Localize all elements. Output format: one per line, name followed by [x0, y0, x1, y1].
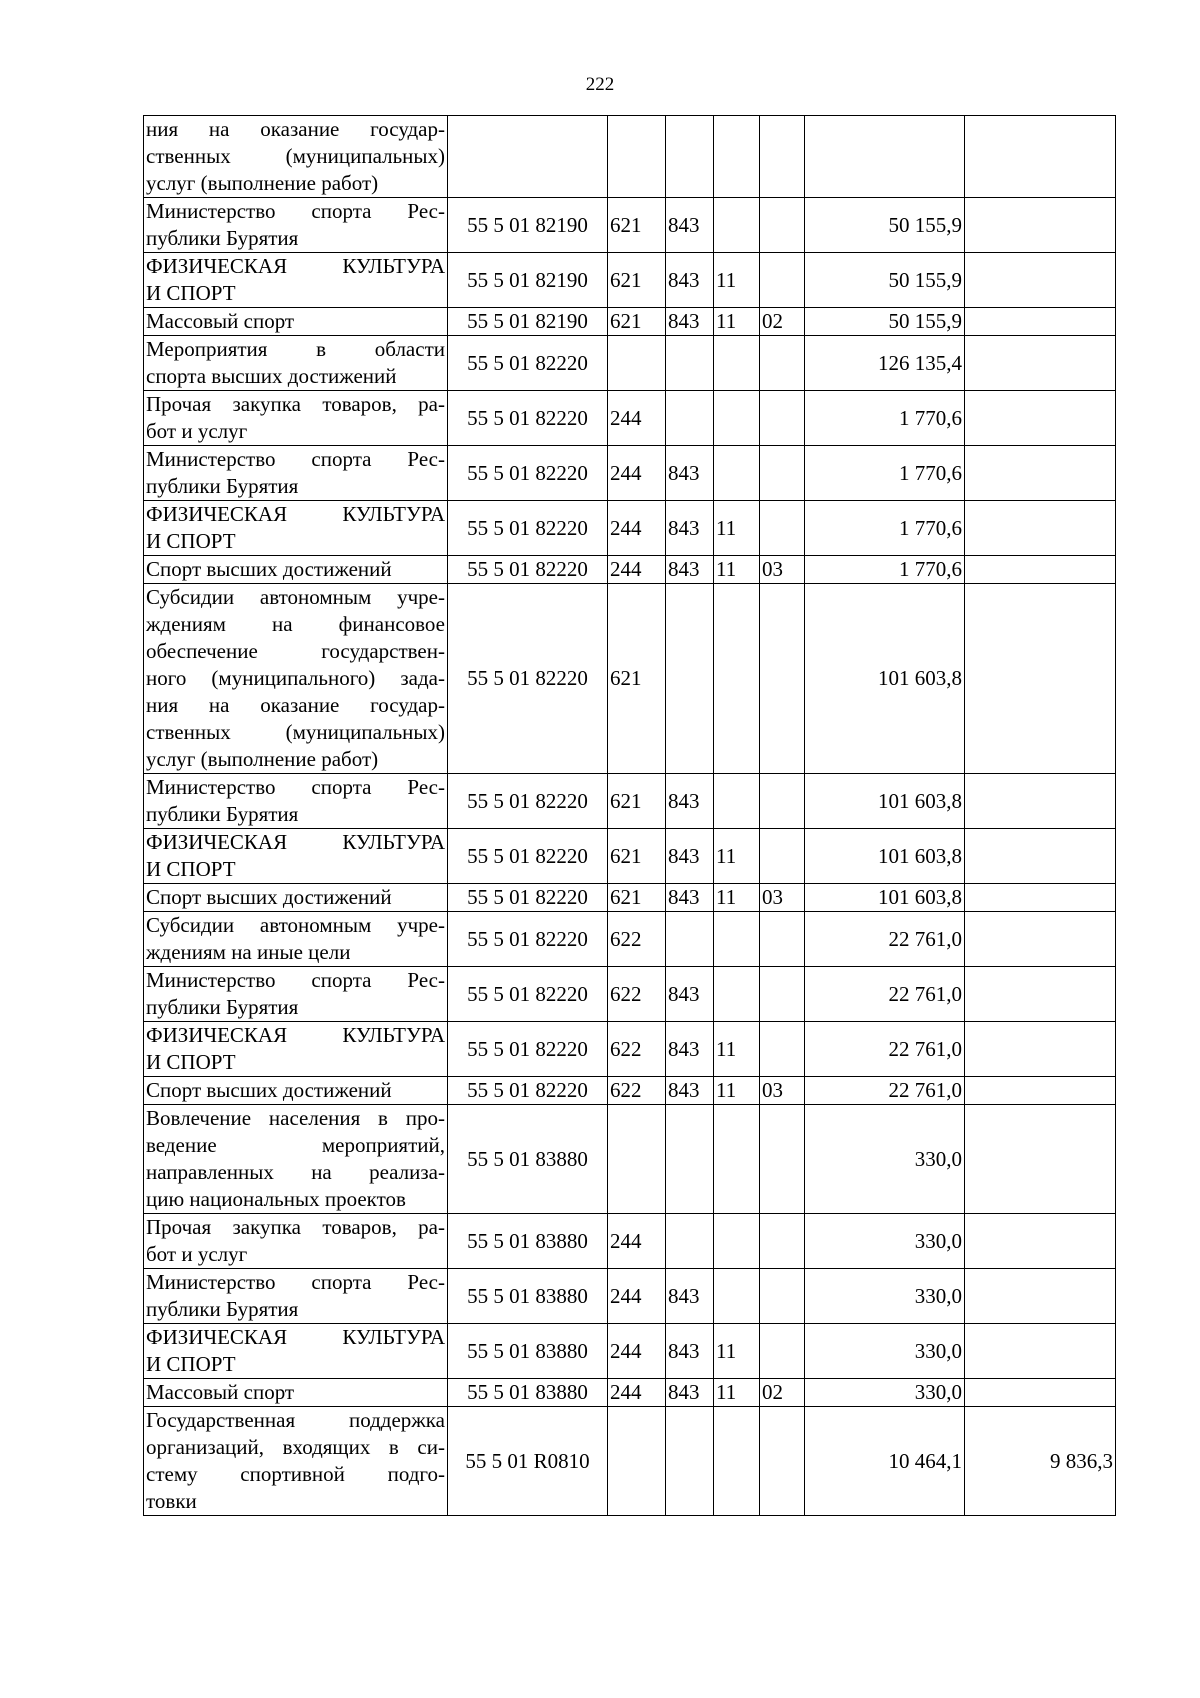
ministry-code-cell: 843 — [666, 1077, 714, 1105]
item-name-line: И СПОРТ — [146, 529, 236, 553]
amount-cell: 1 770,6 — [805, 391, 965, 446]
amount-federal-cell — [965, 1105, 1116, 1214]
subsection-cell — [760, 336, 805, 391]
item-name-line: Прочая закупка товаров, ра- — [146, 392, 445, 416]
section-cell — [714, 198, 760, 253]
item-name-line: Государственная поддержка — [146, 1408, 445, 1432]
section-cell: 11 — [714, 1379, 760, 1407]
target-article-cell: 55 5 01 83880 — [448, 1324, 608, 1379]
item-name-line: публики Бурятия — [146, 995, 299, 1019]
item-name-line: товки — [146, 1489, 197, 1513]
amount-federal-cell — [965, 829, 1116, 884]
target-article-cell: 55 5 01 83880 — [448, 1105, 608, 1214]
item-name-line: Субсидии автономным учре- — [146, 913, 445, 937]
subsection-cell — [760, 116, 805, 198]
item-name-line: ведение мероприятий, — [146, 1133, 445, 1157]
item-name-line: публики Бурятия — [146, 474, 299, 498]
section-cell — [714, 1269, 760, 1324]
ministry-code-cell: 843 — [666, 967, 714, 1022]
table-row — [144, 446, 1116, 501]
target-article-cell: 55 5 01 82220 — [448, 501, 608, 556]
table-row — [144, 1379, 1116, 1407]
amount-federal-cell — [965, 1269, 1116, 1324]
target-article-cell — [448, 116, 608, 198]
item-name-line: Спорт высших достижений — [146, 557, 392, 581]
target-article-cell: 55 5 01 82220 — [448, 446, 608, 501]
amount-federal-cell — [965, 774, 1116, 829]
item-name-line: стему спортивной подго- — [146, 1462, 445, 1486]
item-name-line: услуг (выполнение работ) — [146, 171, 379, 195]
subsection-cell — [760, 967, 805, 1022]
item-name-line: публики Бурятия — [146, 226, 299, 250]
page-number: 222 — [585, 74, 615, 95]
item-name-line: цию национальных проектов — [146, 1187, 406, 1211]
expense-type-cell: 621 — [608, 198, 666, 253]
amount-cell: 330,0 — [805, 1379, 965, 1407]
amount-federal-cell — [965, 884, 1116, 912]
table-row — [144, 1324, 1116, 1379]
section-cell: 11 — [714, 556, 760, 584]
ministry-code-cell: 843 — [666, 556, 714, 584]
subsection-cell — [760, 912, 805, 967]
ministry-code-cell: 843 — [666, 1379, 714, 1407]
target-article-cell: 55 5 01 82220 — [448, 829, 608, 884]
target-article-cell: 55 5 01 83880 — [448, 1214, 608, 1269]
section-cell: 11 — [714, 1022, 760, 1077]
item-name-cell — [144, 1379, 448, 1407]
table-row — [144, 967, 1116, 1022]
table-row — [144, 116, 1116, 198]
target-article-cell: 55 5 01 82190 — [448, 198, 608, 253]
subsection-cell — [760, 829, 805, 884]
target-article-cell: 55 5 01 82190 — [448, 253, 608, 308]
amount-cell: 1 770,6 — [805, 556, 965, 584]
item-name-cell — [144, 198, 448, 253]
amount-cell: 101 603,8 — [805, 884, 965, 912]
ministry-code-cell: 843 — [666, 1324, 714, 1379]
item-name-line: Спорт высших достижений — [146, 1078, 392, 1102]
item-name-cell — [144, 1324, 448, 1379]
item-name-line: публики Бурятия — [146, 802, 299, 826]
amount-cell: 22 761,0 — [805, 1077, 965, 1105]
ministry-code-cell: 843 — [666, 501, 714, 556]
item-name-line: Министерство спорта Рес- — [146, 1270, 445, 1294]
expense-type-cell — [608, 336, 666, 391]
subsection-cell: 03 — [760, 1077, 805, 1105]
expense-type-cell — [608, 1407, 666, 1516]
section-cell — [714, 912, 760, 967]
amount-federal-cell — [965, 1077, 1116, 1105]
item-name-cell — [144, 584, 448, 774]
target-article-cell: 55 5 01 82220 — [448, 1077, 608, 1105]
section-cell — [714, 1407, 760, 1516]
amount-cell: 330,0 — [805, 1105, 965, 1214]
item-name-cell — [144, 308, 448, 336]
subsection-cell — [760, 1269, 805, 1324]
amount-federal-cell — [965, 198, 1116, 253]
amount-federal-cell — [965, 912, 1116, 967]
ministry-code-cell: 843 — [666, 1269, 714, 1324]
amount-federal-cell — [965, 446, 1116, 501]
item-name-line: ния на оказание государ- — [146, 693, 445, 717]
amount-cell: 22 761,0 — [805, 1022, 965, 1077]
table-row — [144, 1269, 1116, 1324]
item-name-line: ждениям на финансовое — [146, 612, 445, 636]
target-article-cell: 55 5 01 82220 — [448, 967, 608, 1022]
item-name-cell — [144, 116, 448, 198]
item-name-cell — [144, 1105, 448, 1214]
target-article-cell: 55 5 01 82220 — [448, 774, 608, 829]
expense-type-cell: 621 — [608, 584, 666, 774]
item-name-line: Спорт высших достижений — [146, 885, 392, 909]
item-name-cell — [144, 446, 448, 501]
amount-federal-cell — [965, 336, 1116, 391]
item-name-line: ФИЗИЧЕСКАЯ КУЛЬТУРА — [146, 830, 445, 854]
item-name-line: ФИЗИЧЕСКАЯ КУЛЬТУРА — [146, 1023, 445, 1047]
table-row — [144, 308, 1116, 336]
table-row — [144, 336, 1116, 391]
subsection-cell: 02 — [760, 1379, 805, 1407]
item-name-cell — [144, 1269, 448, 1324]
amount-federal-cell — [965, 116, 1116, 198]
item-name-cell — [144, 1214, 448, 1269]
item-name-cell — [144, 967, 448, 1022]
section-cell: 11 — [714, 501, 760, 556]
item-name-cell — [144, 391, 448, 446]
ministry-code-cell — [666, 116, 714, 198]
item-name-line: услуг (выполнение работ) — [146, 747, 379, 771]
expense-type-cell: 621 — [608, 308, 666, 336]
expense-type-cell: 244 — [608, 1379, 666, 1407]
item-name-cell — [144, 336, 448, 391]
amount-federal-cell — [965, 501, 1116, 556]
item-name-line: Массовый спорт — [146, 309, 295, 333]
subsection-cell — [760, 584, 805, 774]
target-article-cell: 55 5 01 82220 — [448, 556, 608, 584]
subsection-cell — [760, 1324, 805, 1379]
target-article-cell: 55 5 01 82220 — [448, 336, 608, 391]
amount-federal-cell — [965, 1022, 1116, 1077]
table-row — [144, 501, 1116, 556]
section-cell — [714, 1105, 760, 1214]
item-name-cell — [144, 253, 448, 308]
section-cell — [714, 1214, 760, 1269]
item-name-line: спорта высших достижений — [146, 364, 397, 388]
target-article-cell: 55 5 01 82220 — [448, 1022, 608, 1077]
ministry-code-cell: 843 — [666, 198, 714, 253]
amount-federal-cell — [965, 556, 1116, 584]
table-body — [144, 116, 1116, 1516]
item-name-cell — [144, 1077, 448, 1105]
section-cell — [714, 967, 760, 1022]
amount-federal-cell — [965, 967, 1116, 1022]
expense-type-cell: 244 — [608, 501, 666, 556]
expense-type-cell: 621 — [608, 829, 666, 884]
table-row — [144, 253, 1116, 308]
expense-type-cell — [608, 116, 666, 198]
expense-type-cell: 622 — [608, 912, 666, 967]
amount-federal-cell — [965, 1324, 1116, 1379]
ministry-code-cell: 843 — [666, 829, 714, 884]
amount-federal-cell — [965, 584, 1116, 774]
item-name-line: обеспечение государствен- — [146, 639, 445, 663]
ministry-code-cell — [666, 584, 714, 774]
subsection-cell — [760, 501, 805, 556]
target-article-cell: 55 5 01 82220 — [448, 912, 608, 967]
section-cell: 11 — [714, 308, 760, 336]
amount-federal-cell — [965, 1379, 1116, 1407]
item-name-line: Прочая закупка товаров, ра- — [146, 1215, 445, 1239]
ministry-code-cell: 843 — [666, 446, 714, 501]
item-name-line: бот и услуг — [146, 419, 248, 443]
amount-cell — [805, 116, 965, 198]
item-name-line: Министерство спорта Рес- — [146, 775, 445, 799]
item-name-line: ФИЗИЧЕСКАЯ КУЛЬТУРА — [146, 254, 445, 278]
section-cell: 11 — [714, 884, 760, 912]
section-cell — [714, 116, 760, 198]
amount-cell: 101 603,8 — [805, 829, 965, 884]
target-article-cell: 55 5 01 82220 — [448, 391, 608, 446]
amount-cell: 101 603,8 — [805, 774, 965, 829]
item-name-line: И СПОРТ — [146, 1050, 236, 1074]
subsection-cell — [760, 253, 805, 308]
item-name-line: Министерство спорта Рес- — [146, 447, 445, 471]
expense-type-cell: 622 — [608, 1022, 666, 1077]
item-name-cell — [144, 829, 448, 884]
table-row — [144, 198, 1116, 253]
ministry-code-cell — [666, 1214, 714, 1269]
expense-type-cell: 244 — [608, 1269, 666, 1324]
section-cell: 11 — [714, 1077, 760, 1105]
subsection-cell — [760, 1105, 805, 1214]
item-name-cell — [144, 1022, 448, 1077]
amount-federal-cell: 9 836,3 — [965, 1407, 1116, 1516]
subsection-cell — [760, 446, 805, 501]
item-name-cell — [144, 556, 448, 584]
target-article-cell: 55 5 01 83880 — [448, 1269, 608, 1324]
subsection-cell: 02 — [760, 308, 805, 336]
ministry-code-cell: 843 — [666, 253, 714, 308]
ministry-code-cell — [666, 336, 714, 391]
section-cell — [714, 391, 760, 446]
table-row — [144, 1105, 1116, 1214]
table-row — [144, 1407, 1116, 1516]
subsection-cell — [760, 198, 805, 253]
target-article-cell: 55 5 01 82220 — [448, 884, 608, 912]
amount-cell: 10 464,1 — [805, 1407, 965, 1516]
table-row — [144, 556, 1116, 584]
amount-cell: 101 603,8 — [805, 584, 965, 774]
amount-cell: 1 770,6 — [805, 446, 965, 501]
expense-type-cell: 244 — [608, 1324, 666, 1379]
expense-type-cell: 621 — [608, 774, 666, 829]
target-article-cell: 55 5 01 82190 — [448, 308, 608, 336]
item-name-cell — [144, 912, 448, 967]
item-name-line: публики Бурятия — [146, 1297, 299, 1321]
item-name-line: ФИЗИЧЕСКАЯ КУЛЬТУРА — [146, 502, 445, 526]
ministry-code-cell — [666, 1105, 714, 1214]
amount-cell: 50 155,9 — [805, 308, 965, 336]
target-article-cell: 55 5 01 R0810 — [448, 1407, 608, 1516]
amount-cell: 50 155,9 — [805, 253, 965, 308]
item-name-line: Мероприятия в области — [146, 337, 445, 361]
target-article-cell: 55 5 01 83880 — [448, 1379, 608, 1407]
amount-cell: 22 761,0 — [805, 967, 965, 1022]
item-name-line: бот и услуг — [146, 1242, 248, 1266]
section-cell — [714, 584, 760, 774]
amount-federal-cell — [965, 308, 1116, 336]
section-cell — [714, 774, 760, 829]
subsection-cell — [760, 1022, 805, 1077]
item-name-line: ственных (муниципальных) — [146, 144, 445, 168]
amount-cell: 126 135,4 — [805, 336, 965, 391]
table-row — [144, 774, 1116, 829]
item-name-line: ФИЗИЧЕСКАЯ КУЛЬТУРА — [146, 1325, 445, 1349]
item-name-line: Массовый спорт — [146, 1380, 295, 1404]
expense-type-cell — [608, 1105, 666, 1214]
ministry-code-cell: 843 — [666, 1022, 714, 1077]
ministry-code-cell — [666, 391, 714, 446]
subsection-cell: 03 — [760, 556, 805, 584]
section-cell — [714, 336, 760, 391]
expense-type-cell: 244 — [608, 1214, 666, 1269]
item-name-line: Министерство спорта Рес- — [146, 199, 445, 223]
amount-cell: 50 155,9 — [805, 198, 965, 253]
item-name-line: Министерство спорта Рес- — [146, 968, 445, 992]
table-row — [144, 912, 1116, 967]
table-row — [144, 1022, 1116, 1077]
item-name-cell — [144, 884, 448, 912]
item-name-line: направленных на реализа- — [146, 1160, 445, 1184]
item-name-line: ного (муниципального) зада- — [146, 666, 445, 690]
item-name-line: И СПОРТ — [146, 281, 236, 305]
item-name-line: организаций, входящих в си- — [146, 1435, 445, 1459]
expense-type-cell: 621 — [608, 253, 666, 308]
subsection-cell — [760, 391, 805, 446]
table-row — [144, 584, 1116, 774]
amount-cell: 1 770,6 — [805, 501, 965, 556]
budget-table — [143, 115, 1116, 1516]
item-name-line: Субсидии автономным учре- — [146, 585, 445, 609]
expense-type-cell: 244 — [608, 391, 666, 446]
subsection-cell — [760, 774, 805, 829]
section-cell — [714, 446, 760, 501]
item-name-cell — [144, 501, 448, 556]
item-name-line: ственных (муниципальных) — [146, 720, 445, 744]
expense-type-cell: 622 — [608, 1077, 666, 1105]
item-name-cell — [144, 1407, 448, 1516]
subsection-cell — [760, 1407, 805, 1516]
table-row — [144, 391, 1116, 446]
expense-type-cell: 622 — [608, 967, 666, 1022]
expense-type-cell: 621 — [608, 884, 666, 912]
item-name-line: Вовлечение населения в про- — [146, 1106, 445, 1130]
table-row — [144, 829, 1116, 884]
section-cell: 11 — [714, 829, 760, 884]
amount-cell: 330,0 — [805, 1324, 965, 1379]
subsection-cell — [760, 1214, 805, 1269]
amount-cell: 330,0 — [805, 1214, 965, 1269]
amount-federal-cell — [965, 253, 1116, 308]
ministry-code-cell: 843 — [666, 308, 714, 336]
section-cell: 11 — [714, 253, 760, 308]
ministry-code-cell: 843 — [666, 774, 714, 829]
item-name-line: ния на оказание государ- — [146, 117, 445, 141]
amount-federal-cell — [965, 1214, 1116, 1269]
amount-cell: 330,0 — [805, 1269, 965, 1324]
ministry-code-cell — [666, 912, 714, 967]
amount-federal-cell — [965, 391, 1116, 446]
target-article-cell: 55 5 01 82220 — [448, 584, 608, 774]
item-name-line: И СПОРТ — [146, 857, 236, 881]
section-cell: 11 — [714, 1324, 760, 1379]
ministry-code-cell: 843 — [666, 884, 714, 912]
table-row — [144, 884, 1116, 912]
expense-type-cell: 244 — [608, 446, 666, 501]
item-name-line: ждениям на иные цели — [146, 940, 351, 964]
ministry-code-cell — [666, 1407, 714, 1516]
amount-cell: 22 761,0 — [805, 912, 965, 967]
expense-type-cell: 244 — [608, 556, 666, 584]
table-row — [144, 1077, 1116, 1105]
table-row — [144, 1214, 1116, 1269]
subsection-cell: 03 — [760, 884, 805, 912]
item-name-cell — [144, 774, 448, 829]
item-name-line: И СПОРТ — [146, 1352, 236, 1376]
